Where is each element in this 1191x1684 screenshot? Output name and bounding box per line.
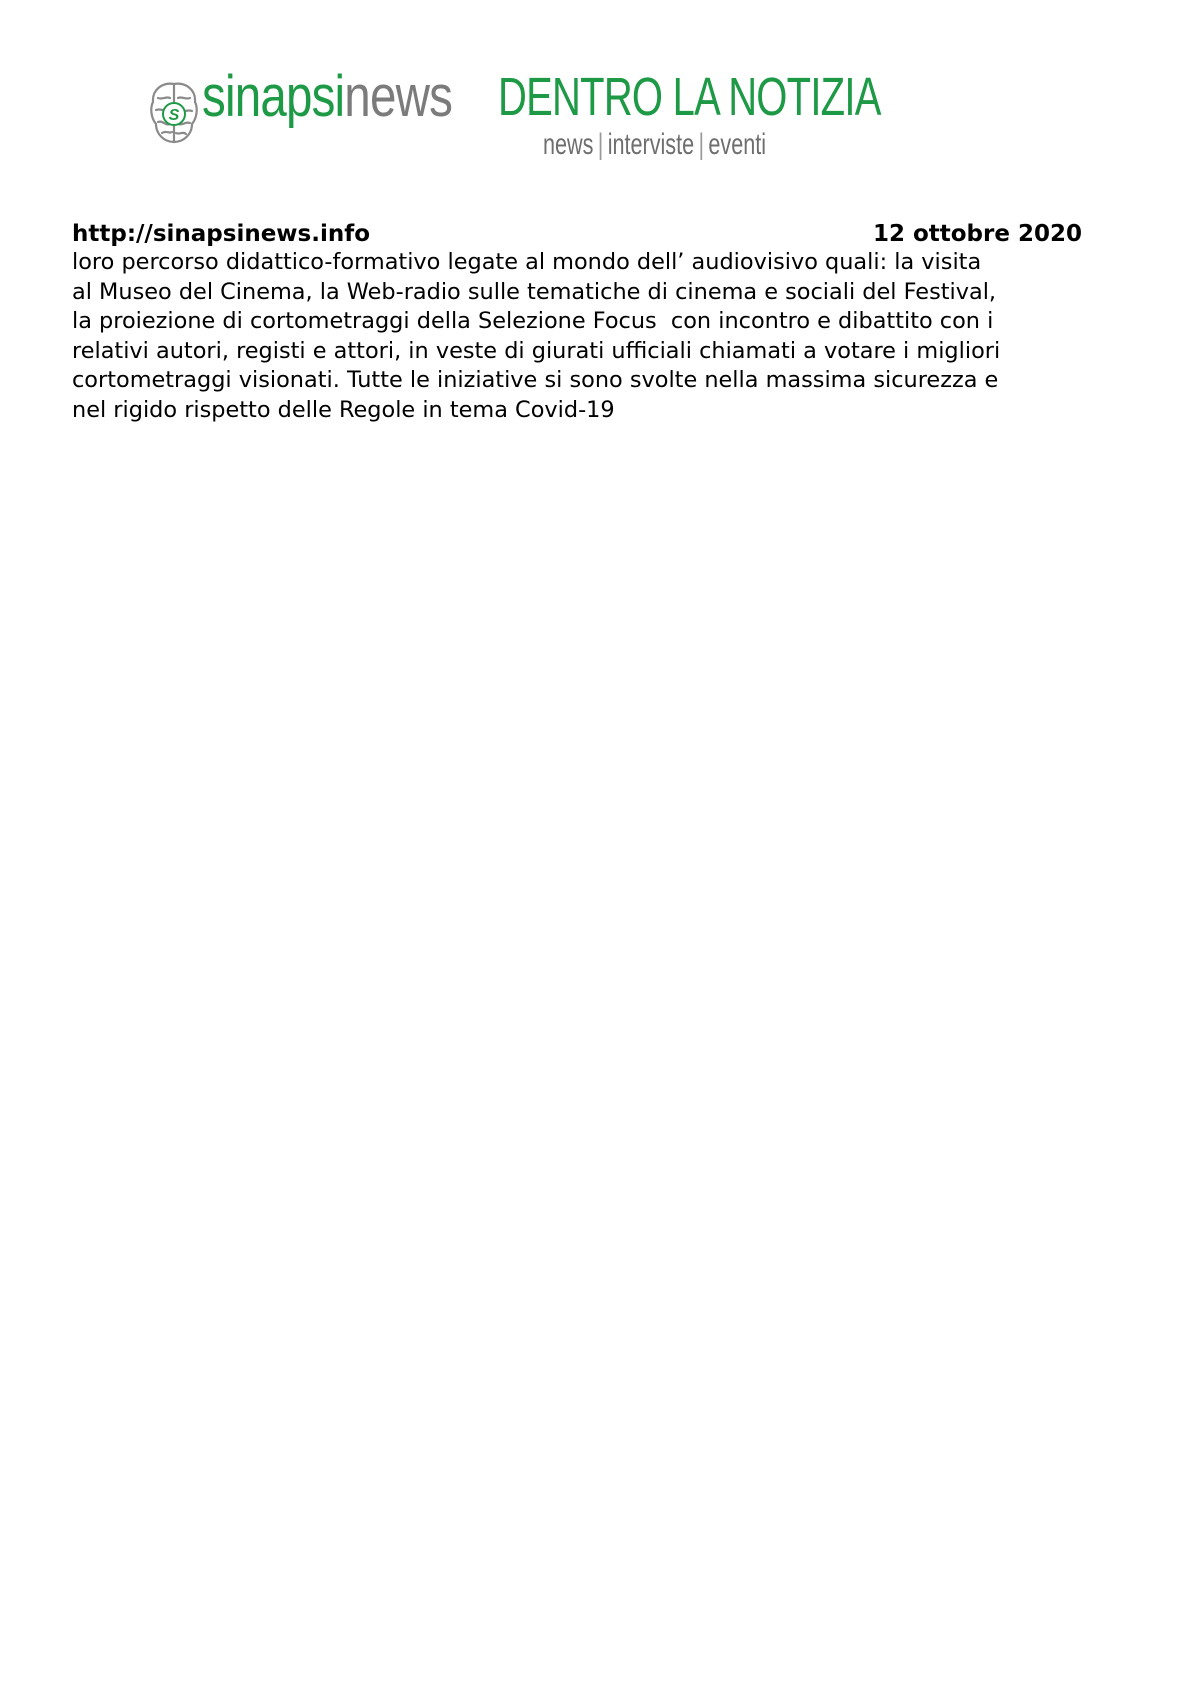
source-line xyxy=(72,218,1082,250)
article-body xyxy=(72,248,1092,425)
article-line: loro percorso didattico-formativo legate al mondo dell’ audiovisivo quali: la visita xyxy=(72,249,982,275)
brand-logotype xyxy=(202,64,453,129)
section-news: news xyxy=(543,128,594,161)
article-line: relativi autori, registi e attori, in veste di giurati ufficiali chiamati a votare i migliori xyxy=(72,337,1001,364)
section-interviste: interviste xyxy=(607,128,695,161)
section-eventi: eventi xyxy=(708,128,767,161)
article-line: la proiezione di cortometraggi della Selezione Focus con incontro e dibattito con i xyxy=(72,308,994,334)
section-divider: | xyxy=(698,128,705,161)
brain-icon xyxy=(148,78,200,148)
article-line: nel rigido rispetto delle Regole in tema Covid-19 xyxy=(72,396,615,423)
tagline: DENTRO LA NOTIZIA xyxy=(498,67,881,127)
publication-date: 12 ottobre 2020 xyxy=(872,221,1082,247)
article-line: al Museo del Cinema, la Web-radio sulle tematiche di cinema e sociali del Festival, xyxy=(72,278,997,305)
brand-green-part: sinapsi xyxy=(202,64,345,129)
svg-text:S: S xyxy=(168,107,180,124)
source-url: http://sinapsinews.info xyxy=(72,221,371,247)
section-divider: | xyxy=(597,128,604,161)
section-list xyxy=(543,130,766,160)
article-line: cortometraggi visionati. Tutte le iniziative si sono svolte nella massima sicurezza e xyxy=(72,367,999,393)
masthead xyxy=(148,64,881,164)
brand-grey-part: news xyxy=(344,64,453,129)
